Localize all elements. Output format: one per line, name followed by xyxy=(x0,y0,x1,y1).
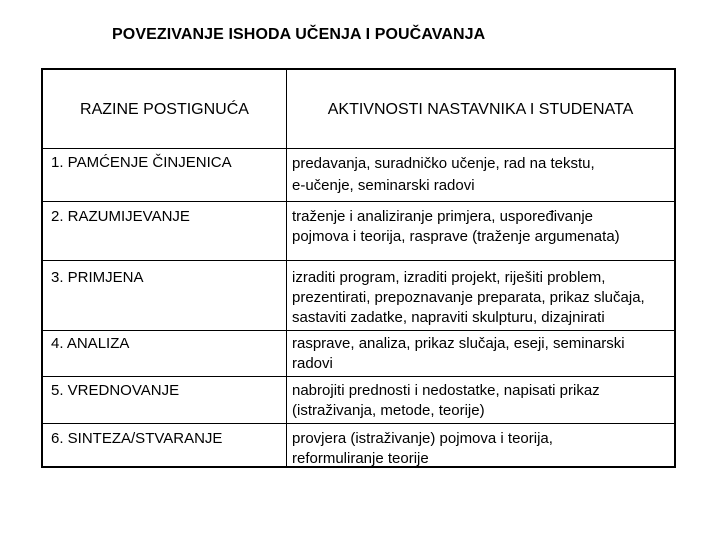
row-divider xyxy=(43,376,674,377)
activity-line: provjera (istraživanje) pojmova i teorija, xyxy=(292,430,553,447)
activity-line: (istraživanja, metode, teorije) xyxy=(292,402,485,419)
row-divider xyxy=(43,423,674,424)
level-cell: 4. ANALIZA xyxy=(51,335,130,352)
page-title: POVEZIVANJE ISHODA UČENJA I POUČAVANJA xyxy=(112,26,486,43)
row-divider xyxy=(43,330,674,331)
level-cell: 5. VREDNOVANJE xyxy=(51,382,180,399)
activities-cell xyxy=(292,207,674,247)
learning-outcomes-table xyxy=(41,68,676,468)
row-divider xyxy=(43,201,674,202)
level-cell: 3. PRIMJENA xyxy=(51,269,144,286)
activity-line: reformuliranje teorije xyxy=(292,450,429,467)
activity-line: sastaviti zadatke, napraviti skulpturu, dizajnirati xyxy=(292,309,605,326)
row-divider xyxy=(43,260,674,261)
activities-cell xyxy=(292,381,674,421)
activity-line: izraditi program, izraditi projekt, riješiti problem, xyxy=(292,269,606,286)
activities-cell xyxy=(292,334,674,374)
activity-line: traženje i analiziranje primjera, uspoređivanje xyxy=(292,208,593,225)
activity-line: prezentirati, prepoznavanje preparata, prikaz slučaja, xyxy=(292,289,645,306)
level-cell: 2. RAZUMIJEVANJE xyxy=(51,208,190,225)
activity-line: radovi xyxy=(292,355,333,372)
activities-cell xyxy=(292,429,674,469)
header-levels: RAZINE POSTIGNUĆA xyxy=(80,101,249,118)
activity-line: nabrojiti prednosti i nedostatke, napisati prikaz xyxy=(292,382,600,399)
column-divider xyxy=(286,70,287,466)
header-activities: AKTIVNOSTI NASTAVNIKA I STUDENATA xyxy=(327,101,634,118)
row-divider xyxy=(43,148,674,149)
activity-line: e-učenje, seminarski radovi xyxy=(292,177,475,194)
level-cell: 1. PAMĆENJE ČINJENICA xyxy=(51,154,232,171)
level-cell: 6. SINTEZA/STVARANJE xyxy=(51,430,223,447)
activity-line: pojmova i teorija, rasprave (traženje argumenata) xyxy=(292,228,620,245)
activity-line: rasprave, analiza, prikaz slučaja, eseji, seminarski xyxy=(292,335,625,352)
activities-cell xyxy=(292,268,674,328)
activity-line: predavanja, suradničko učenje, rad na tekstu, xyxy=(292,155,595,172)
activities-cell xyxy=(292,153,674,197)
